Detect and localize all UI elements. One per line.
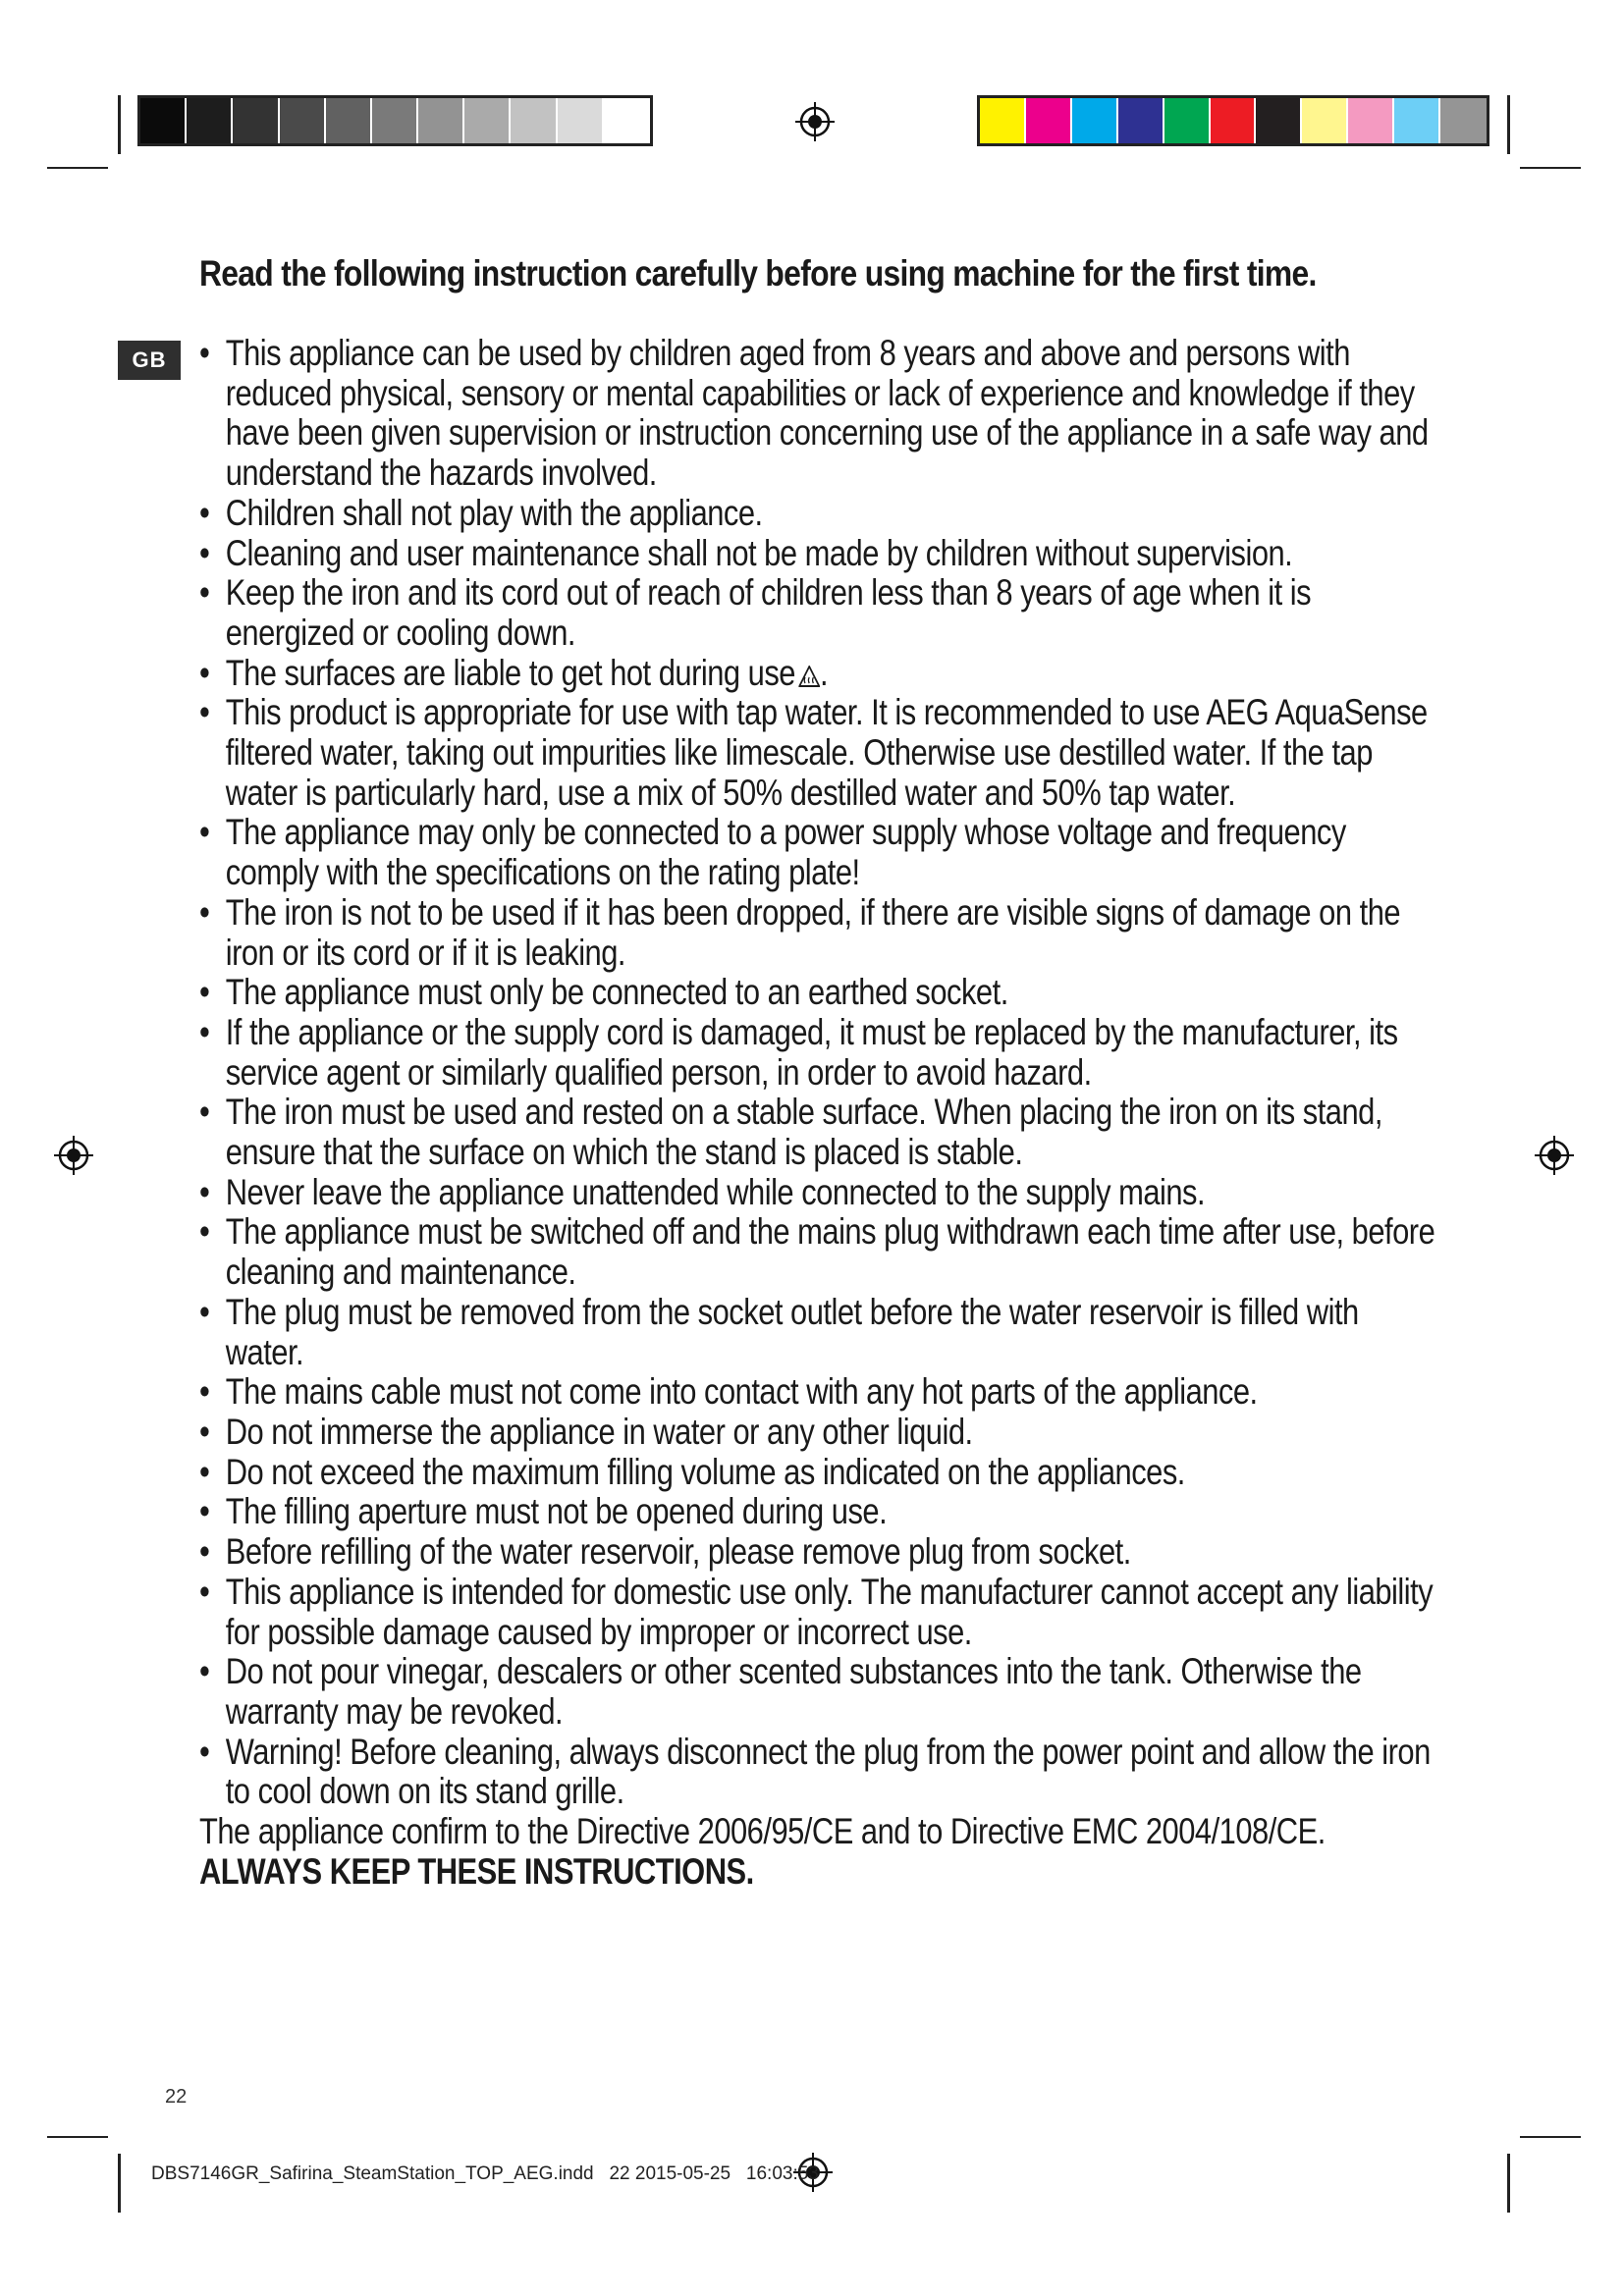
crop-mark: [118, 95, 121, 154]
crop-mark: [118, 2154, 121, 2213]
bullet: •: [199, 492, 210, 533]
instruction-text: The appliance may only be connected to a power supply whose voltage and frequency comply with the specifications on the rating plate!: [225, 812, 1346, 893]
instruction-text: The iron must be used and rested on a stable surface. When placing the iron on its stand, ensure that the surface on which the stand is placed is stable.: [225, 1092, 1382, 1173]
page-number: 22: [165, 2086, 188, 2108]
instruction-text: Before refilling of the water reservoir, please remove plug from socket.: [225, 1531, 1131, 1573]
instruction-item: [199, 654, 1439, 694]
bullet: •: [199, 532, 210, 573]
crop-mark: [47, 2136, 108, 2138]
print-slug: DBS7146GR_Safirina_SteamStation_TOP_AEG.indd 22 2015-05-25 16:03:53: [151, 2163, 819, 2184]
instruction-item: [199, 1453, 1439, 1493]
instruction-item: [199, 1212, 1439, 1292]
color-swatch: [1118, 98, 1164, 143]
crop-mark: [1520, 167, 1581, 169]
instruction-item: [199, 1492, 1439, 1532]
bullet: •: [199, 1011, 210, 1052]
color-calibration-bar: [977, 95, 1489, 146]
bullet: •: [199, 572, 210, 614]
color-swatch: [1072, 98, 1118, 143]
instruction-item: [199, 813, 1439, 892]
bullet: •: [199, 1731, 210, 1772]
directive-statement: The appliance confirm to the Directive 2006/95/CE and to Directive EMC 2004/108/CE.: [199, 1811, 1326, 1852]
bullet: •: [199, 1531, 210, 1573]
color-swatch: [372, 98, 418, 143]
instruction-text: Do not pour vinegar, descalers or other scented substances into the tank. Otherwise the warranty may be revoked.: [225, 1651, 1362, 1732]
instruction-item: [199, 1573, 1439, 1652]
crop-mark: [1507, 95, 1510, 154]
instruction-list: [199, 334, 1439, 1812]
instruction-text: The appliance must only be connected to an earthed socket.: [225, 972, 1008, 1013]
instruction-item: [199, 1372, 1439, 1413]
color-swatch: [1026, 98, 1072, 143]
instruction-text: The surfaces are liable to get hot during use: [225, 652, 795, 693]
instruction-item: [199, 893, 1439, 973]
instruction-text: The appliance must be switched off and the mains plug withdrawn each time after use, before cleaning and maintenance.: [225, 1211, 1435, 1293]
color-swatch: [1394, 98, 1440, 143]
bullet: •: [199, 1491, 210, 1532]
color-swatch: [1348, 98, 1394, 143]
instruction-text: Children shall not play with the appliance.: [225, 492, 763, 533]
instruction-item: [199, 1093, 1439, 1172]
sentence-end: .: [820, 652, 829, 693]
instruction-text: The mains cable must not come into contact with any hot parts of the appliance.: [225, 1371, 1258, 1413]
bullet: •: [199, 1571, 210, 1612]
color-swatch: [511, 98, 557, 143]
instruction-text: The filling aperture must not be opened during use.: [225, 1491, 888, 1532]
instruction-item: [199, 1652, 1439, 1732]
instruction-item: [199, 573, 1439, 653]
instruction-text: This appliance can be used by children aged from 8 years and above and persons with reduced physical, sensory or mental capabilities or lack of experience and knowledge if they have been given supervision or instruction concerning use of the appliance in a safe way and understand the hazards involved.: [225, 333, 1429, 494]
instruction-item: [199, 1173, 1439, 1213]
registration-mark-icon: [54, 1136, 93, 1175]
instruction-item: [199, 693, 1439, 813]
instruction-text: If the appliance or the supply cord is damaged, it must be replaced by the manufacturer, its service agent or similarly qualified person, in order to avoid hazard.: [225, 1011, 1398, 1093]
color-swatch: [604, 98, 650, 143]
grayscale-calibration-bar: [137, 95, 653, 146]
color-swatch: [140, 98, 187, 143]
bullet: •: [199, 1211, 210, 1253]
color-swatch: [280, 98, 326, 143]
instruction-text: The iron is not to be used if it has been dropped, if there are visible signs of damage on the iron or its cord or if it is leaking.: [225, 891, 1401, 973]
registration-mark-icon: [795, 102, 835, 141]
instruction-item: [199, 534, 1439, 574]
instruction-text: Keep the iron and its cord out of reach of children less than 8 years of age when it is energized or cooling down.: [225, 572, 1312, 653]
instruction-text: Warning! Before cleaning, always disconnect the plug from the power point and allow the iron to cool down on its stand grille.: [225, 1731, 1431, 1812]
color-swatch: [418, 98, 464, 143]
instruction-text: The plug must be removed from the socket outlet before the water reservoir is filled with water.: [225, 1291, 1359, 1372]
bullet: •: [199, 652, 210, 693]
registration-mark-icon: [1535, 1136, 1574, 1175]
crop-mark: [47, 167, 108, 169]
hot-surface-warning-icon: [798, 666, 820, 687]
instruction-item: [199, 973, 1439, 1013]
color-swatch: [1440, 98, 1487, 143]
instruction-item: [199, 1413, 1439, 1453]
crop-mark: [1507, 2154, 1510, 2213]
bullet: •: [199, 1651, 210, 1692]
instruction-item: [199, 334, 1439, 494]
bullet: •: [199, 692, 210, 733]
color-swatch: [558, 98, 604, 143]
bullet: •: [199, 1371, 210, 1413]
bullet: •: [199, 1451, 210, 1492]
bullet: •: [199, 812, 210, 853]
bullet: •: [199, 1171, 210, 1212]
bullet: •: [199, 1092, 210, 1133]
crop-mark: [1520, 2136, 1581, 2138]
keep-instructions-notice: ALWAYS KEEP THESE INSTRUCTIONS.: [199, 1850, 754, 1892]
instruction-item: [199, 1733, 1439, 1812]
color-swatch: [1256, 98, 1302, 143]
color-swatch: [980, 98, 1026, 143]
instruction-text: This appliance is intended for domestic use only. The manufacturer cannot accept any liability for possible damage caused by improper or incorrect use.: [225, 1571, 1434, 1652]
color-swatch: [326, 98, 372, 143]
bullet: •: [199, 891, 210, 933]
bullet: •: [199, 972, 210, 1013]
page-title: Read the following instruction carefully before using machine for the first time.: [199, 253, 1317, 294]
safety-instructions: [199, 334, 1439, 1892]
bullet: •: [199, 1411, 210, 1452]
color-swatch: [1211, 98, 1257, 143]
color-swatch: [187, 98, 233, 143]
instruction-text: Do not exceed the maximum filling volume as indicated on the appliances.: [225, 1451, 1185, 1492]
bullet: •: [199, 333, 210, 373]
instruction-text: Never leave the appliance unattended while connected to the supply mains.: [225, 1171, 1206, 1212]
instruction-item: [199, 494, 1439, 534]
color-swatch: [1164, 98, 1211, 143]
instruction-item: [199, 1013, 1439, 1093]
instruction-item: [199, 1532, 1439, 1573]
instruction-text: This product is appropriate for use with tap water. It is recommended to use AEG AquaSense filtered water, taking out impurities like limescale. Otherwise use destilled water. If the tap water is particularly hard, use a mix of 50% destilled water and 50% tap water.: [225, 692, 1428, 813]
color-swatch: [1302, 98, 1348, 143]
color-swatch: [233, 98, 279, 143]
bullet: •: [199, 1291, 210, 1332]
language-tab: GB: [118, 341, 181, 380]
color-swatch: [464, 98, 511, 143]
instruction-text: Cleaning and user maintenance shall not be made by children without supervision.: [225, 532, 1293, 573]
instruction-item: [199, 1293, 1439, 1372]
instruction-text: Do not immerse the appliance in water or any other liquid.: [225, 1411, 973, 1452]
